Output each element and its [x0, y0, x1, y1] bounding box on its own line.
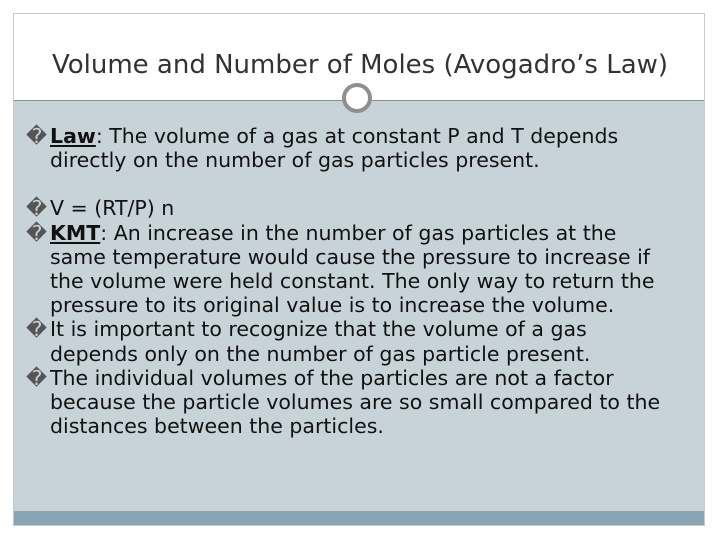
- term-law: Law: [50, 124, 96, 148]
- bullet-kmt: [26, 221, 676, 318]
- bullet-volume-dependence: [26, 317, 676, 365]
- bottom-accent-bar: [14, 511, 704, 525]
- bullet-marker-icon: �: [26, 317, 48, 342]
- term-kmt: KMT: [50, 220, 101, 245]
- bullet-marker-icon: �: [26, 124, 48, 148]
- spacer: [26, 172, 676, 196]
- bullet-text: The individual volumes of the particles are not a factor because the particle volumes are so small compared to the distances between the particles.: [50, 365, 661, 439]
- bullet-text: : An increase in the number of gas particles at the same temperature would cause the pressure to increase if the volume were held constant. The only way to return the pressure to its original value is to increase the volume.: [50, 220, 655, 318]
- bullet-text: : The volume of a gas at constant P and T depends directly on the number of gas particles present.: [50, 124, 619, 173]
- slide-title: Volume and Number of Moles (Avogadro’s Law): [51, 50, 669, 80]
- bullet-marker-icon: �: [26, 220, 48, 245]
- bullet-marker-icon: �: [26, 196, 48, 221]
- bullet-text: V = (RT/P) n: [50, 196, 175, 221]
- bullet-text: It is important to recognize that the volume of a gas depends only on the number of gas particle present.: [50, 317, 591, 366]
- bullet-marker-icon: �: [26, 365, 48, 390]
- bullet-particle-volumes: [26, 366, 676, 439]
- bullet-law: [26, 124, 676, 172]
- slide-body: [26, 124, 676, 438]
- ring-ornament-icon: [342, 83, 372, 113]
- bullet-equation: [26, 196, 676, 220]
